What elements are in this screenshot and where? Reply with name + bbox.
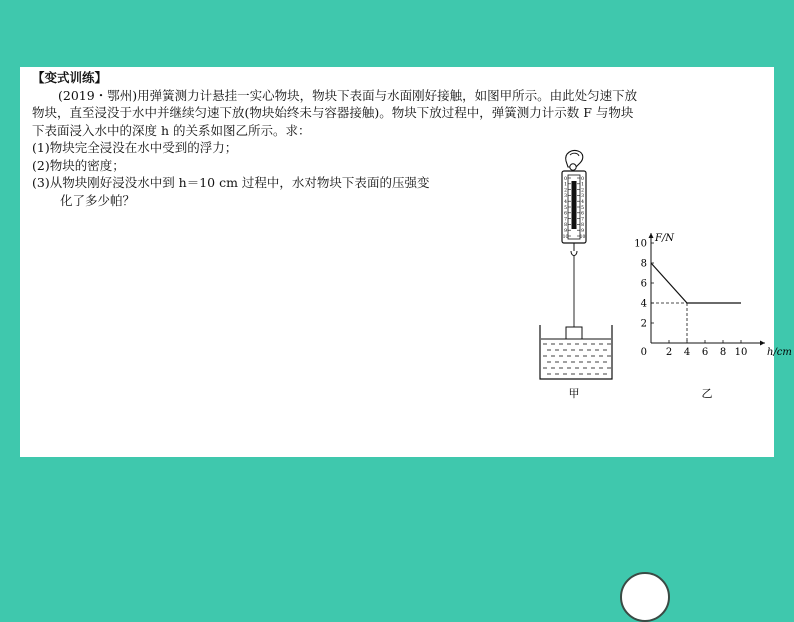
question-3-line-2: 化了多少帕？ [60, 192, 136, 208]
y-tick-label: 8 [640, 258, 647, 270]
y-tick-label: 10 [634, 238, 647, 250]
water-pattern [543, 344, 611, 374]
scale-label: 5 [564, 205, 567, 211]
figure-yi-chart [634, 233, 792, 358]
block [566, 327, 582, 339]
scale-label: 9 [564, 229, 567, 234]
scale-label: 2 [564, 188, 567, 194]
scale-label: 4 [564, 200, 567, 205]
x-axis-arrow [760, 341, 765, 346]
scale-label: 3 [564, 194, 567, 200]
scale-label: 0 [581, 176, 584, 182]
question-1: (1)物块完全浸没在水中受到的浮力； [32, 140, 238, 155]
scale-label: 7 [564, 217, 567, 223]
x-tick-label: 10 [734, 347, 748, 358]
x-axis-label: h/cm [767, 347, 792, 358]
y-tick-label: 2 [640, 318, 647, 330]
y-axis-label: F/N [655, 233, 675, 244]
scale-label: 8 [564, 223, 567, 229]
caption-jia: 甲 [568, 387, 580, 400]
x-tick-label: 2 [665, 347, 673, 358]
question-card [20, 67, 792, 457]
scale-label: 6 [581, 211, 584, 217]
x-tick-label: 6 [701, 347, 709, 358]
scale-label: 6 [564, 211, 567, 217]
scale-label: 10 [579, 234, 586, 240]
origin-label: 0 [640, 347, 647, 358]
scale-label: 9 [581, 229, 584, 234]
scale-label: 0 [564, 176, 567, 182]
y-tick-label: 6 [640, 278, 647, 290]
y-axis-arrow [649, 233, 654, 238]
question-3-line-1: (3)从物块刚好浸没水中到 h＝10 cm 过程中，水对物块下表面的压强变 [32, 175, 430, 190]
scale-label: 3 [581, 194, 584, 200]
decorative-circle [620, 572, 670, 622]
scale-label: 10 [562, 234, 569, 240]
series-line [651, 263, 741, 303]
x-tick-label: 8 [719, 347, 727, 358]
scale-label: 8 [581, 223, 584, 229]
hand-icon [566, 150, 583, 170]
caption-yi: 乙 [701, 387, 713, 400]
section-heading: 【变式训练】 [32, 70, 108, 85]
figure-jia [540, 150, 612, 400]
intro-line-1: (2019・鄂州)用弹簧测力计悬挂一实心物块，物块下表面与水面刚好接触，如图甲所示。由此处匀速下放 [58, 87, 638, 103]
scale-label: 5 [581, 205, 584, 211]
figure-area [510, 147, 792, 400]
scale-label: 7 [581, 217, 584, 223]
scale-pointer [572, 181, 577, 229]
intro-line-3: 下表面浸入水中的深度 h 的关系如图乙所示。求： [32, 122, 311, 138]
scale-label: 1 [581, 182, 584, 188]
x-tick-label: 4 [683, 347, 691, 358]
scale-label: 2 [581, 188, 584, 194]
question-2: (2)物块的密度； [32, 157, 125, 173]
scale-label: 1 [564, 182, 567, 188]
scale-label: 4 [581, 200, 584, 205]
intro-line-2: 物块，直至浸没于水中并继续匀速下放(物块始终未与容器接触)。物块下放过程中，弹簧测力计示数 F 与物块 [32, 105, 634, 120]
y-tick-label: 4 [640, 298, 647, 310]
